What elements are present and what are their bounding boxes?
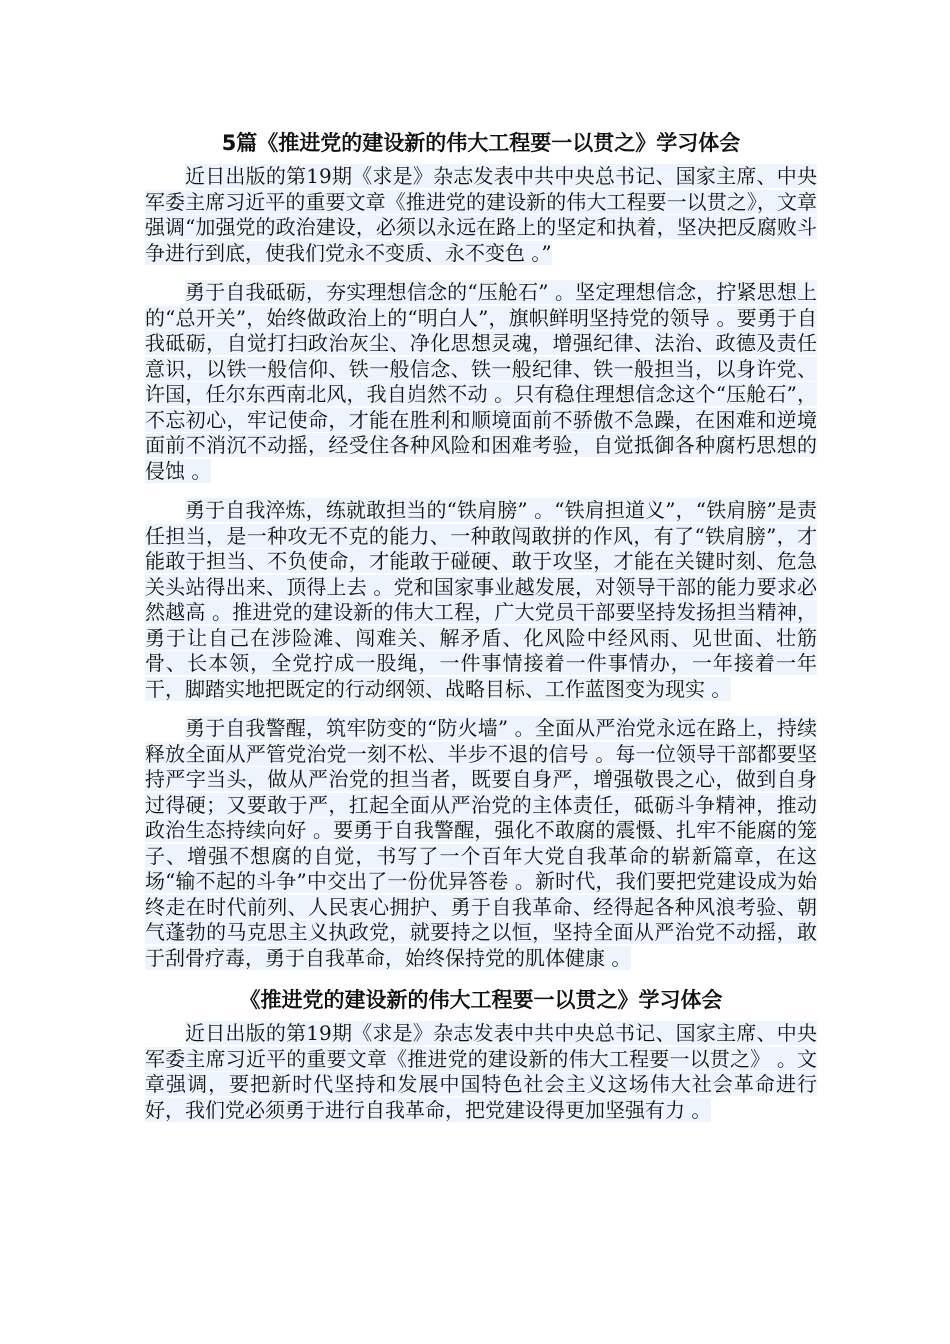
document-body: [145, 128, 817, 1137]
paragraph: [145, 164, 817, 266]
paragraph-text: 勇于自我警醒，筑牢防变的“防火墙” 。全面从严治党永远在路上，持续释放全面从严管党治党一刻不松、半步不退的信号 。每一位领导干部都要坚持严字当头，做从严治党的担当者，既要自身严，增强敬畏之心，做到自身过得硬；又要敢于严，扛起全面从严治党的主体责任，砥砺斗争精神，推动政治生态持续向好 。要勇于自我警醒，强化不敢腐的震慑、扎牢不能腐的笼子、增强不想腐的自觉，书写了一个百年大党自我革命的崭新篇章，在这场“输不起的斗争”中交出了一份优异答卷 。新时代，我们要把党建设成为始终走在时代前列、人民衷心拥护、勇于自我革命、经得起各种风浪考验、朝气蓬勃的马克思主义执政党，就要持之以恒，坚持全面从严治党不动摇，敢于刮骨疗毒，勇于自我革命，始终保持党的肌体健康 。: [145, 716, 817, 970]
paragraph-text: 近日出版的第19期《求是》杂志发表中共中央总书记、国家主席、中央军委主席习近平的重要文章《推进党的建设新的伟大工程要一以贯之》，文章强调“加强党的政治建设，必须以永远在路上的坚定和执着，坚决把反腐败斗争进行到底，使我们党永不变质、永不变色 。”: [145, 164, 817, 265]
paragraph-text: 勇于自我淬炼，练就敢担当的“铁肩膀” 。“铁肩担道义”，“铁肩膀”是责任担当，是一种攻无不克的能力、一种敢闯敢拼的作风，有了“铁肩膀”，才能敢于担当、不负使命，才能敢于碰硬、敢于攻坚，才能在关键时刻、危急关头站得出来、顶得上去 。党和国家事业越发展，对领导干部的能力要求必然越高 。推进党的建设新的伟大工程，广大党员干部要坚持发扬担当精神，勇于让自己在涉险滩、闯难关、解矛盾、化风险中经风雨、见世面、壮筋骨、长本领，全党拧成一股绳，一件事情接着一件事情办，一年接着一年干，脚踏实地把既定的行动纲领、战略目标、工作蓝图变为现实 。: [145, 498, 817, 701]
paragraph-text: 勇于自我砥砺，夯实理想信念的“压舱石” 。坚定理想信念，拧紧思想上的“总开关”，始终做政治上的“明白人”，旗帜鲜明坚持党的领导 。要勇于自我砥砺，自觉打扫政治灰尘、净化思想灵魂，增强纪律、法治、政德及责任意识，以铁一般信仰、铁一般信念、铁一般纪律、铁一般担当，以身许党、许国，任尔东西南北风，我自岿然不动 。只有稳住理想信念这个“压舱石”，不忘初心，牢记使命，才能在胜利和顺境面前不骄傲不急躁，在困难和逆境面前不消沉不动摇，经受住各种风险和困难考验，自觉抵御各种腐朽思想的侵蚀 。: [145, 280, 817, 483]
section-title: 《推进党的建设新的伟大工程要一以贯之》学习体会: [239, 988, 723, 1012]
paragraph: [145, 498, 817, 702]
document-title: 5篇《推进党的建设新的伟大工程要一以贯之》学习体会: [221, 131, 741, 155]
paragraph: [145, 280, 817, 484]
paragraph: [145, 716, 817, 971]
paragraph-text: 近日出版的第19期《求是》杂志发表中共中央总书记、国家主席、中央军委主席习近平的重要文章《推进党的建设新的伟大工程要一以贯之》 。文章强调，要把新时代坚持和发展中国特色社会主义这场伟大社会革命进行好，我们党必须勇于进行自我革命，把党建设得更加坚强有力 。: [145, 1021, 817, 1122]
paragraph: [145, 1021, 817, 1123]
